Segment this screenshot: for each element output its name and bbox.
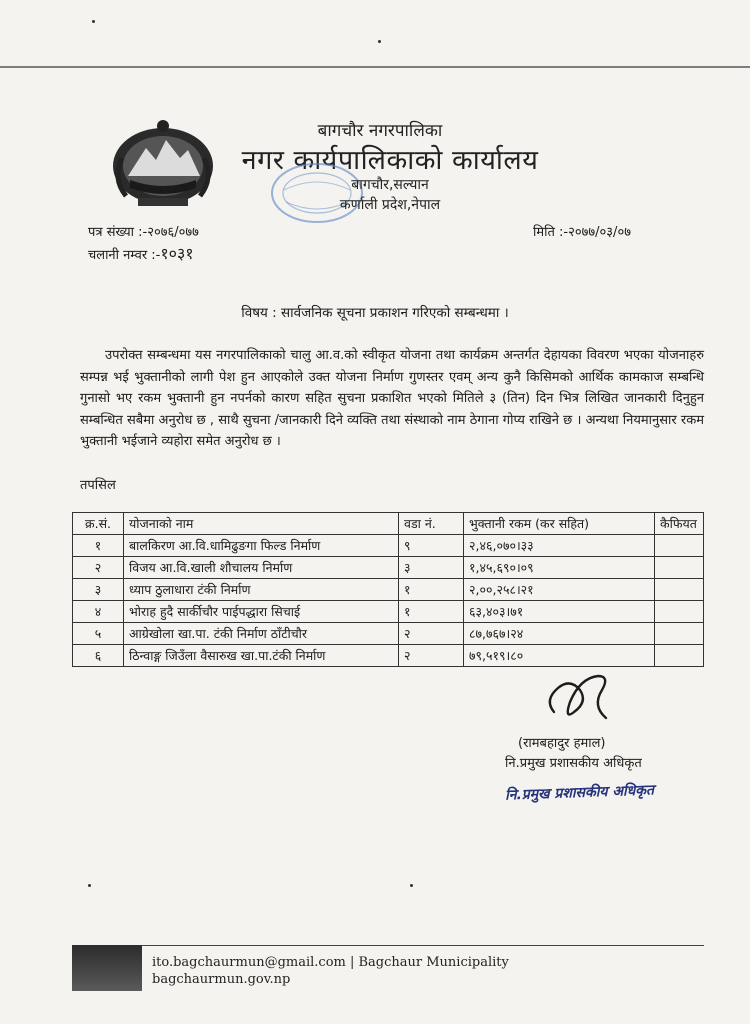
signer-name: (रामबहादुर हमाल) bbox=[518, 736, 606, 751]
cell-remarks bbox=[655, 645, 704, 667]
cell-amount: १,४५,६९०।०९ bbox=[464, 557, 655, 579]
footer-rule bbox=[72, 945, 704, 946]
designation-seal: नि.प्रमुख प्रशासकीय अधिकृत bbox=[504, 782, 655, 804]
signature-icon bbox=[540, 672, 618, 726]
cell-serial: २ bbox=[73, 557, 124, 579]
cell-amount: ७९,५१९।८० bbox=[464, 645, 655, 667]
table-row bbox=[73, 535, 704, 557]
table-header-row bbox=[73, 513, 704, 535]
dispatch-number bbox=[88, 242, 194, 264]
cell-amount: ८७,७६७।२४ bbox=[464, 623, 655, 645]
body-paragraph: उपरोक्त सम्बन्धमा यस नगरपालिकाको चालु आ.व.को स्वीकृत योजना तथा कार्यक्रम अन्तर्गत देहायका विवरण भएका योजनाहरु सम्पन्न भई भुक्तानीको लागी पेश हुन आएकोले उक्त योजना निर्माण गुणस्तर एवम् अन्य कुनै किसिमको आर्थिक कामकाज सम्बन्धि गुनासो भए रकम भुक्तानी हुन नपर्नको कारण सहित सुचना प्रकाशित भएको मितिले ३ (तिन) दिन भित्र लिखित जानकारी दिनुहुन सम्बन्धित सबैमा अनुरोध छ , साथै सुचना /जानकारी दिने व्यक्ति तथा संस्थाको नाम ठेगाना गोप्य राखिने छ । अन्यथा नियमानुसार रकम भुक्तानी भईजाने व्यहोरा समेत अनुरोध छ । bbox=[80, 348, 704, 449]
table-row bbox=[73, 579, 704, 601]
cell-remarks bbox=[655, 557, 704, 579]
speck bbox=[92, 20, 95, 23]
annex-label: तपसिल bbox=[80, 478, 116, 493]
cell-ward: २ bbox=[399, 645, 464, 667]
header-serial: क्र.सं. bbox=[73, 513, 124, 535]
dispatch-number-label: चलानी नम्वर :- bbox=[88, 248, 161, 263]
footer-website: bagchaurmun.gov.np bbox=[152, 972, 291, 987]
signer-designation: नि.प्रमुख प्रशासकीय अधिकृत bbox=[505, 756, 642, 771]
cell-project-name: ध्याप ठुलाधारा टंकी निर्माण bbox=[124, 579, 399, 601]
nepal-emblem-icon bbox=[108, 118, 218, 210]
cell-serial: ४ bbox=[73, 601, 124, 623]
cell-project-name: भोराह हुदै सार्कीचौर पाईपद्धारा सिचाई bbox=[124, 601, 399, 623]
footer-logo-icon bbox=[72, 945, 142, 991]
reference-number: पत्र संख्या :-२०७६/०७७ bbox=[88, 225, 199, 240]
table-row bbox=[73, 557, 704, 579]
speck bbox=[378, 40, 381, 43]
project-table bbox=[72, 512, 704, 667]
cell-project-name: ठिन्वाङ्ग जिउँला वैसारुख खा.पा.टंकी निर्माण bbox=[124, 645, 399, 667]
table-row bbox=[73, 623, 704, 645]
top-rule bbox=[0, 66, 750, 68]
header-project-name: योजनाको नाम bbox=[124, 513, 399, 535]
cell-serial: ६ bbox=[73, 645, 124, 667]
address-line-1: बागचौर,सल्यान bbox=[351, 177, 429, 193]
cell-project-name: विजय आ.वि.खाली शौचालय निर्माण bbox=[124, 557, 399, 579]
cell-serial: ५ bbox=[73, 623, 124, 645]
municipality-name: बागचौर नगरपालिका bbox=[317, 121, 443, 141]
cell-serial: ३ bbox=[73, 579, 124, 601]
cell-remarks bbox=[655, 535, 704, 557]
letter-date: मिति :-२०७७/०३/०७ bbox=[533, 225, 631, 240]
cell-amount: २,००,२५८।२१ bbox=[464, 579, 655, 601]
cell-ward: २ bbox=[399, 623, 464, 645]
cell-project-name: बालकिरण आ.वि.धामिढुङगा फिल्ड निर्माण bbox=[124, 535, 399, 557]
cell-remarks bbox=[655, 601, 704, 623]
header-remarks: कैफियत bbox=[655, 513, 704, 535]
cell-serial: १ bbox=[73, 535, 124, 557]
cell-ward: १ bbox=[399, 601, 464, 623]
cell-remarks bbox=[655, 579, 704, 601]
office-title: नगर कार्यपालिकाको कार्यालय bbox=[241, 145, 539, 176]
table-row bbox=[73, 601, 704, 623]
speck bbox=[88, 884, 91, 887]
dispatch-number-value: १०३१ bbox=[160, 244, 194, 263]
header-amount: भुक्तानी रकम (कर सहित) bbox=[464, 513, 655, 535]
cell-amount: ६३,४०३।७१ bbox=[464, 601, 655, 623]
speck bbox=[410, 884, 413, 887]
cell-remarks bbox=[655, 623, 704, 645]
footer-email: ito.bagchaurmun@gmail.com | Bagchaur Municipality bbox=[152, 955, 509, 970]
table-row bbox=[73, 645, 704, 667]
cell-amount: २,४६,०७०।३३ bbox=[464, 535, 655, 557]
cell-ward: ९ bbox=[399, 535, 464, 557]
cell-ward: १ bbox=[399, 579, 464, 601]
cell-project-name: आग्रेखोला खा.पा. टंकी निर्माण ठाँटीचौर bbox=[124, 623, 399, 645]
header-ward: वडा नं. bbox=[399, 513, 464, 535]
subject-line: विषय : सार्वजनिक सूचना प्रकाशन गरिएको सम्बन्धमा । bbox=[241, 305, 509, 321]
address-line-2: कर्णाली प्रदेश,नेपाल bbox=[339, 197, 441, 213]
cell-ward: ३ bbox=[399, 557, 464, 579]
